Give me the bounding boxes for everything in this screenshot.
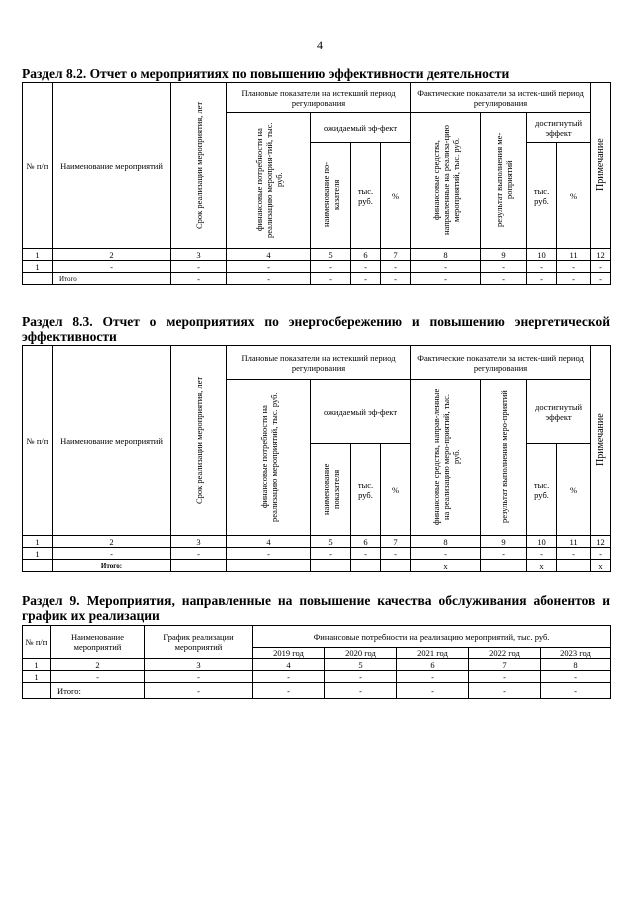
header-result-text: результат выполнения ме-роприятий (493, 132, 514, 227)
header-year-2022: 2022 год (469, 648, 541, 659)
column-numbers-row (23, 249, 611, 261)
header-fin-need (227, 113, 311, 249)
table-cell: - (411, 273, 481, 285)
table-cell: 6 (397, 659, 469, 671)
header-achieved-effect: достигнутый эффект (527, 113, 591, 143)
header-pct-plan: % (381, 143, 411, 249)
header-pct-fact: % (557, 143, 591, 249)
header-expected-effect: ожидаемый эф-фект (311, 113, 411, 143)
table-cell: - (311, 548, 351, 560)
table-cell (481, 560, 527, 572)
table-cell: 12 (591, 249, 611, 261)
table-cell: - (541, 671, 611, 683)
table-cell: 6 (351, 536, 381, 548)
table-cell: - (481, 261, 527, 273)
header-year-2023: 2023 год (541, 648, 611, 659)
table-cell: - (557, 548, 591, 560)
table-cell: - (591, 261, 611, 273)
total-row (23, 560, 611, 572)
header-name: Наименование мероприятий (53, 83, 171, 249)
table-cell: 10 (527, 536, 557, 548)
table-cell: x (591, 560, 611, 572)
table-cell: - (325, 683, 397, 699)
table-cell: - (171, 273, 227, 285)
table-row (23, 548, 611, 560)
table-cell: - (397, 671, 469, 683)
header-term-text: Срок реализации мероприятия, лет (193, 100, 204, 229)
table-cell: - (53, 261, 171, 273)
table-cell: - (481, 548, 527, 560)
table-cell: 1 (23, 659, 51, 671)
header-indicator-name-text: наименование показателя (320, 462, 341, 515)
header-fin-funds-text: финансовые средства, направленные на реализа-цию мероприятий, тыс. руб. (430, 124, 461, 235)
section-8-3-table (22, 345, 611, 572)
table-cell: 4 (227, 536, 311, 548)
table-cell: 11 (557, 249, 591, 261)
total-row (23, 683, 611, 699)
page-number: 4 (317, 38, 323, 52)
table-cell: 4 (253, 659, 325, 671)
header-fin-need-text: финансовые потребности на реализацию мероприятий, тыс. руб. (258, 391, 279, 522)
table-cell: - (51, 671, 145, 683)
header-note (591, 83, 611, 249)
table-cell: - (557, 273, 591, 285)
header-term (171, 83, 227, 249)
header-thous-rub-fact: тыс. руб. (527, 444, 557, 536)
section-9-table (22, 625, 611, 699)
table-cell: 1 (23, 548, 53, 560)
header-thous-rub-plan: тыс. руб. (351, 444, 381, 536)
header-fin-need (227, 380, 311, 536)
header-thous-rub-plan: тыс. руб. (351, 143, 381, 249)
table-cell: - (311, 261, 351, 273)
table-cell: x (527, 560, 557, 572)
table-cell: - (171, 261, 227, 273)
table-cell: - (145, 683, 253, 699)
table-cell: - (527, 548, 557, 560)
table-cell: - (145, 671, 253, 683)
table-cell: 8 (411, 249, 481, 261)
total-row (23, 273, 611, 285)
table-cell: 1 (23, 249, 53, 261)
table-cell: - (227, 548, 311, 560)
table-row (23, 261, 611, 273)
table-cell: 10 (527, 249, 557, 261)
table-cell (351, 560, 381, 572)
table-cell: - (469, 671, 541, 683)
header-fin-needs: Финансовые потребности на реализацию мероприятий, тыс. руб. (253, 626, 611, 648)
section-9-title: Раздел 9. Мероприятия, направленные на повышение качества обслуживания абонентов и график их реализации (22, 593, 610, 623)
table-cell: 1 (23, 536, 53, 548)
table-cell: - (481, 273, 527, 285)
table-cell: - (527, 261, 557, 273)
header-plan-group: Плановые показатели на истекший период регулирования (227, 83, 411, 113)
table-cell: - (53, 548, 171, 560)
table-cell: 7 (469, 659, 541, 671)
table-cell: x (411, 560, 481, 572)
table-cell: - (411, 261, 481, 273)
table-cell: 9 (481, 249, 527, 261)
table-cell: - (591, 273, 611, 285)
table-cell: 1 (23, 261, 53, 273)
header-term (171, 346, 227, 536)
header-note-text: Примечание (594, 413, 606, 466)
table-cell: 6 (351, 249, 381, 261)
table-cell: 5 (311, 249, 351, 261)
table-cell: - (397, 683, 469, 699)
header-result (481, 113, 527, 249)
table-cell: 5 (311, 536, 351, 548)
header-pct-plan: % (381, 444, 411, 536)
header-pct-fact: % (557, 444, 591, 536)
table-cell: 3 (171, 249, 227, 261)
table-cell: 5 (325, 659, 397, 671)
table-cell: 7 (381, 249, 411, 261)
table-cell: - (381, 273, 411, 285)
table-cell (557, 560, 591, 572)
total-label: Итого (53, 273, 171, 285)
table-cell: 3 (171, 536, 227, 548)
total-label: Итого: (51, 683, 145, 699)
header-achieved-effect: достигнутый эффект (527, 380, 591, 444)
header-indicator-name (311, 444, 351, 536)
table-cell: 4 (227, 249, 311, 261)
table-cell: - (311, 273, 351, 285)
header-note (591, 346, 611, 536)
table-cell: - (541, 683, 611, 699)
section-8-2-title: Раздел 8.2. Отчет о мероприятиях по повышению эффективности деятельности (22, 66, 510, 81)
header-num: № п/п (23, 626, 51, 659)
header-year-2020: 2020 год (325, 648, 397, 659)
table-cell (381, 560, 411, 572)
header-fin-funds (411, 113, 481, 249)
table-cell: - (253, 683, 325, 699)
header-note-text: Примечание (594, 138, 606, 191)
table-cell: - (381, 261, 411, 273)
table-cell: - (325, 671, 397, 683)
table-cell: - (527, 273, 557, 285)
header-name: Наименование мероприятий (51, 626, 145, 659)
table-cell: 7 (381, 536, 411, 548)
table-cell: 12 (591, 536, 611, 548)
table-cell (171, 560, 227, 572)
header-num: № п/п (23, 83, 53, 249)
header-year-2021: 2021 год (397, 648, 469, 659)
table-cell: 11 (557, 536, 591, 548)
header-plan-group: Плановые показатели на истекший период регулирования (227, 346, 411, 380)
total-label: Итого: (53, 560, 171, 572)
column-numbers-row (23, 536, 611, 548)
header-expected-effect: ожидаемый эф-фект (311, 380, 411, 444)
header-indicator-name (311, 143, 351, 249)
table-cell: 1 (23, 671, 51, 683)
table-cell: 8 (541, 659, 611, 671)
table-cell: 2 (53, 249, 171, 261)
header-year-2019: 2019 год (253, 648, 325, 659)
table-cell: - (227, 273, 311, 285)
table-cell: - (171, 548, 227, 560)
table-cell: - (411, 548, 481, 560)
table-cell: - (351, 548, 381, 560)
header-fin-funds-text: финансовые средства, направ-ленные на реализацию меро-приятий, тыс. руб. (430, 388, 461, 525)
header-num: № п/п (23, 346, 53, 536)
table-cell: - (351, 261, 381, 273)
table-row (23, 671, 611, 683)
header-fact-group: Фактические показатели за истек-ший период регулирования (411, 346, 591, 380)
table-cell: - (227, 261, 311, 273)
header-fact-group: Фактические показатели за истек-ший период регулирования (411, 83, 591, 113)
section-8-2-table (22, 82, 611, 285)
header-fin-need-text: финансовые потребности на реализацию мероприя-тий, тыс. руб. (253, 121, 284, 238)
table-cell: - (557, 261, 591, 273)
table-cell: - (351, 273, 381, 285)
header-schedule: График реализации мероприятий (145, 626, 253, 659)
table-cell (227, 560, 311, 572)
table-cell: 3 (145, 659, 253, 671)
section-8-3-title: Раздел 8.3. Отчет о мероприятиях по энергосбережению и повышению энергетической эффективности (22, 314, 610, 344)
table-cell: - (381, 548, 411, 560)
table-cell (311, 560, 351, 572)
table-cell: 8 (411, 536, 481, 548)
table-cell: - (591, 548, 611, 560)
table-cell: 2 (53, 536, 171, 548)
header-name: Наименование мероприятий (53, 346, 171, 536)
header-thous-rub-fact: тыс. руб. (527, 143, 557, 249)
table-cell: 9 (481, 536, 527, 548)
table-cell: - (253, 671, 325, 683)
header-fin-funds (411, 380, 481, 536)
table-cell: 2 (51, 659, 145, 671)
column-numbers-row (23, 659, 611, 671)
header-result-text: результат выполнения меро-приятий (498, 390, 509, 523)
table-cell: - (469, 683, 541, 699)
header-term-text: Срок реализации мероприятия, лет (193, 375, 204, 504)
header-result (481, 380, 527, 536)
header-indicator-name-text: наименование по-казателя (320, 161, 341, 228)
